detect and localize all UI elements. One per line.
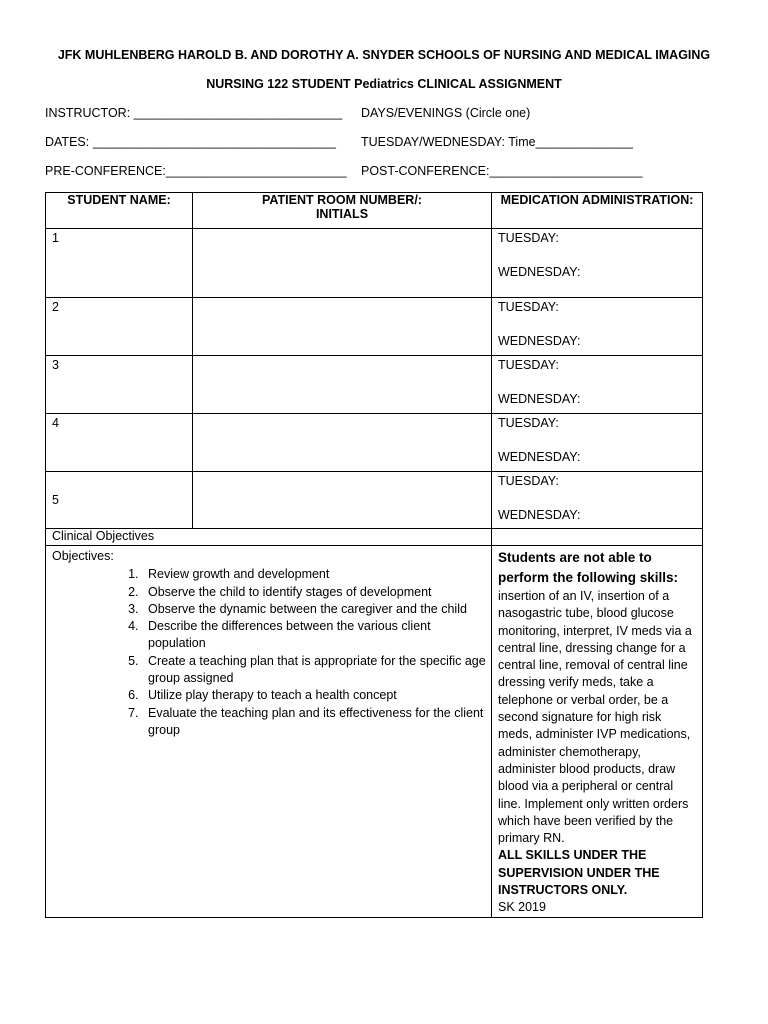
patient-room-cell[interactable]: [193, 472, 492, 529]
tuesday-label: TUESDAY:: [498, 416, 559, 430]
wednesday-label: WEDNESDAY:: [498, 265, 581, 279]
tuesday-wednesday-time-field[interactable]: TUESDAY/WEDNESDAY: Time______________: [361, 135, 633, 149]
supervision-note: ALL SKILLS UNDER THE SUPERVISION UNDER THE INSTRUCTORS ONLY.: [498, 848, 660, 898]
restricted-skills-body: insertion of an IV, insertion of a nasogastric tube, blood glucose monitoring, interpret, IV meds via a central line, dressing change for a central line, removal of central line dressing verify meds, take a telephone or verbal order, be a second signature for high risk meds, administer IVP medications, administer chemotherapy, administer blood products, draw blood via a peripheral or central line. Implement only written orders which have been verified by the primary RN.: [498, 589, 692, 846]
course-title: NURSING 122 STUDENT Pediatrics CLINICAL ASSIGNMENT: [206, 77, 562, 91]
clinical-objectives-empty-cell: [492, 529, 703, 546]
wednesday-label: WEDNESDAY:: [498, 450, 581, 464]
objectives-list: [52, 566, 491, 739]
table-row: [46, 472, 703, 529]
days-evenings-field[interactable]: DAYS/EVENINGS (Circle one): [361, 106, 531, 120]
restricted-skills-heading: Students are not able to perform the following skills:: [498, 550, 679, 585]
medication-cell[interactable]: [492, 414, 703, 472]
wednesday-label: WEDNESDAY:: [498, 334, 581, 348]
student-name-cell[interactable]: 2: [46, 298, 193, 356]
table-row: [46, 298, 703, 356]
wednesday-label: WEDNESDAY:: [498, 508, 581, 522]
table-header-row: [46, 193, 703, 229]
table-row: [46, 414, 703, 472]
student-name-cell[interactable]: 3: [46, 356, 193, 414]
instructor-field[interactable]: INSTRUCTOR: ______________________________: [45, 106, 343, 120]
post-conference-field[interactable]: POST-CONFERENCE:______________________: [361, 164, 643, 178]
institution-title: JFK MUHLENBERG HAROLD B. AND DOROTHY A. SNYDER SCHOOLS OF NURSING AND MEDICAL IMAGING: [57, 48, 711, 62]
tuesday-label: TUESDAY:: [498, 358, 559, 372]
objective-item: 4. Describe the differences between the various client population: [142, 618, 491, 653]
dates-field[interactable]: DATES: ___________________________________: [45, 135, 337, 149]
student-name-cell[interactable]: 4: [46, 414, 193, 472]
medication-cell[interactable]: [492, 356, 703, 414]
tuesday-label: TUESDAY:: [498, 231, 559, 245]
patient-room-cell[interactable]: [193, 298, 492, 356]
objectives-heading: Objectives:: [52, 549, 114, 563]
patient-room-header: [193, 193, 492, 229]
wednesday-label: WEDNESDAY:: [498, 392, 581, 406]
patient-room-cell[interactable]: [193, 414, 492, 472]
tuesday-label: TUESDAY:: [498, 474, 559, 488]
student-name-cell[interactable]: 5: [46, 472, 193, 529]
table-row: [46, 229, 703, 298]
objective-item: 5. Create a teaching plan that is appropriate for the specific age group assigned: [142, 653, 491, 688]
tuesday-label: TUESDAY:: [498, 300, 559, 314]
objectives-row: [46, 546, 703, 918]
clinical-objectives-row: [46, 529, 703, 546]
patient-room-cell[interactable]: [193, 229, 492, 298]
patient-room-cell[interactable]: [193, 356, 492, 414]
student-name-cell[interactable]: 1: [46, 229, 193, 298]
medication-cell[interactable]: [492, 229, 703, 298]
patient-room-header-line1: PATIENT ROOM NUMBER/:: [262, 193, 422, 207]
objective-item: 6. Utilize play therapy to teach a health concept: [142, 687, 491, 704]
medication-administration-header: MEDICATION ADMINISTRATION:: [492, 193, 703, 229]
assignment-table: [45, 192, 703, 918]
objective-item: 3. Observe the dynamic between the caregiver and the child: [142, 601, 491, 618]
medication-cell[interactable]: [492, 298, 703, 356]
pre-conference-field[interactable]: PRE-CONFERENCE:__________________________: [45, 164, 347, 178]
patient-room-header-line2: INITIALS: [315, 207, 369, 221]
objective-item: 7. Evaluate the teaching plan and its effectiveness for the client group: [142, 705, 491, 740]
objective-item: 2. Observe the child to identify stages of development: [142, 584, 491, 601]
student-name-header: STUDENT NAME:: [46, 193, 193, 229]
document-code: SK 2019: [498, 900, 546, 915]
objectives-cell: [46, 546, 492, 918]
table-row: [46, 356, 703, 414]
objective-item: 1. Review growth and development: [142, 566, 491, 583]
clinical-objectives-label: Clinical Objectives: [46, 529, 492, 546]
restricted-skills-cell: [492, 546, 703, 918]
medication-cell[interactable]: [492, 472, 703, 529]
